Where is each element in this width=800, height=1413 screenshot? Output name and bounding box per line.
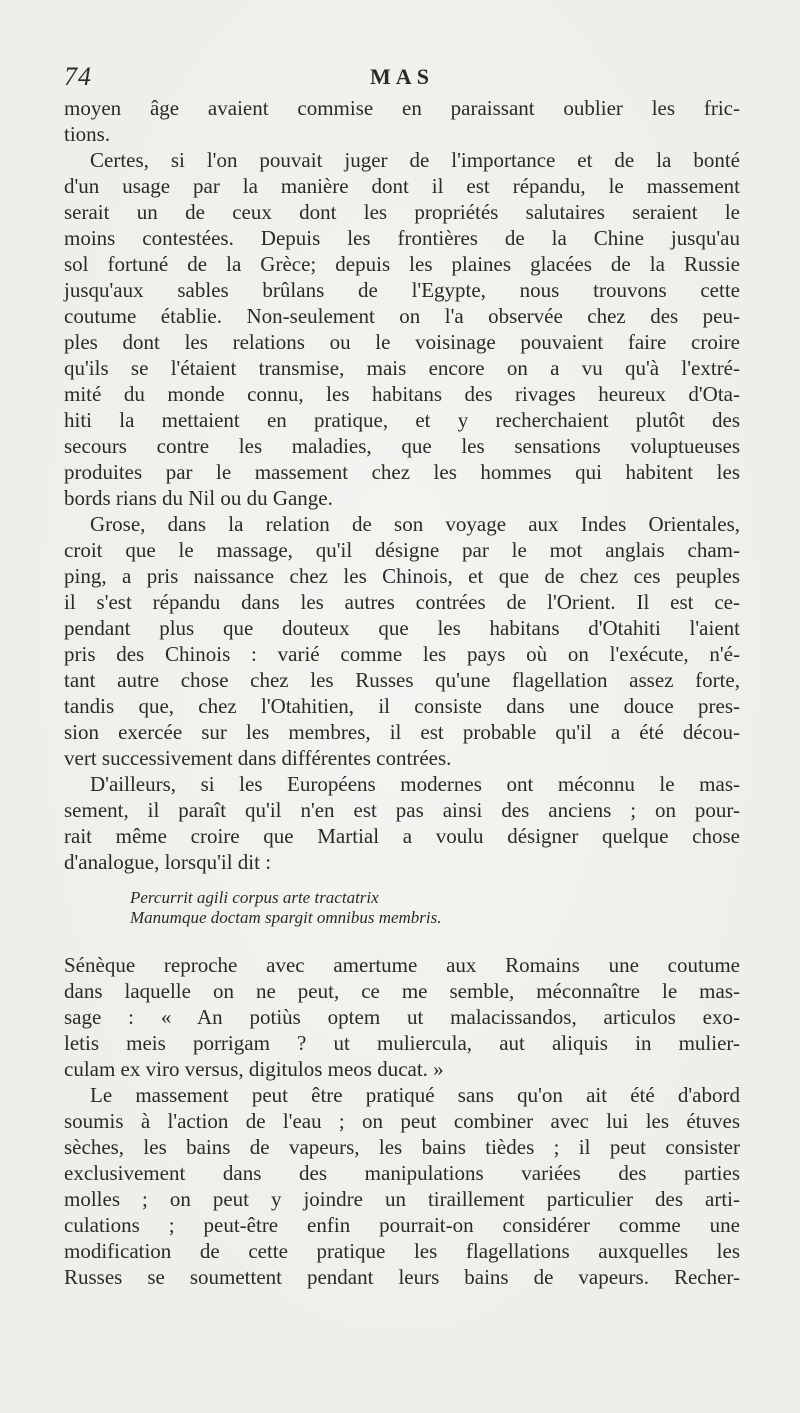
text-line: dans laquelle on ne peut, ce me semble, méconnaître le mas- bbox=[64, 979, 740, 1003]
text-line: Sénèque reproche avec amertume aux Romains une coutume bbox=[64, 953, 740, 977]
text-line: sement, il paraît qu'il n'en est pas ainsi des anciens ; on pour- bbox=[64, 798, 740, 822]
text-line: tandis que, chez l'Otahitien, il consiste dans une douce pres- bbox=[64, 694, 740, 718]
text-line: D'ailleurs, si les Européens modernes ont méconnu le mas- bbox=[90, 772, 740, 796]
text-line: bords rians du Nil ou du Gange. bbox=[64, 486, 333, 510]
text-line: sèches, les bains de vapeurs, les bains tièdes ; il peut consister bbox=[64, 1135, 740, 1159]
text-line: ples dont les relations ou le voisinage pouvaient faire croire bbox=[64, 330, 740, 354]
page-number: 74 bbox=[64, 62, 92, 91]
text-line: moyen âge avaient commise en paraissant oublier les fric- bbox=[64, 96, 740, 120]
text-line: Certes, si l'on pouvait juger de l'importance et de la bonté bbox=[90, 148, 740, 172]
body-text-lower bbox=[64, 952, 740, 1290]
text-line: pris des Chinois : varié comme les pays où on l'exécute, n'é- bbox=[64, 642, 740, 666]
text-line: sage : « An potiùs optem ut malacissandos, articulos exo- bbox=[64, 1005, 740, 1029]
verse-line: Manumque doctam spargit omnibus membris. bbox=[130, 908, 442, 927]
text-line: culam ex viro versus, digitulos meos ducat. » bbox=[64, 1057, 444, 1081]
text-line: culations ; peut-être enfin pourrait-on considérer comme une bbox=[64, 1213, 740, 1237]
text-line: il s'est répandu dans les autres contrées de l'Orient. Il est ce- bbox=[64, 590, 740, 614]
text-line: moins contestées. Depuis les frontières de la Chine jusqu'au bbox=[64, 226, 740, 250]
text-line: serait un de ceux dont les propriétés salutaires seraient le bbox=[64, 200, 740, 224]
text-line: sol fortuné de la Grèce; depuis les plaines glacées de la Russie bbox=[64, 252, 740, 276]
text-line: sion exercée sur les membres, il est probable qu'il a été décou- bbox=[64, 720, 740, 744]
text-line: Grose, dans la relation de son voyage aux Indes Orientales, bbox=[90, 512, 740, 536]
text-line: letis meis porrigam ? ut muliercula, aut aliquis in mulier- bbox=[64, 1031, 740, 1055]
text-line: molles ; on peut y joindre un tiraillement particulier des arti- bbox=[64, 1187, 740, 1211]
text-line: soumis à l'action de l'eau ; on peut combiner avec lui les étuves bbox=[64, 1109, 740, 1133]
text-line: qu'ils se l'étaient transmise, mais encore on a vu qu'à l'extré- bbox=[64, 356, 740, 380]
text-line: ping, a pris naissance chez les Chinois, et que de chez ces peuples bbox=[64, 564, 740, 588]
text-line: d'un usage par la manière dont il est répandu, le massement bbox=[64, 174, 740, 198]
text-line: pendant plus que douteux que les habitans d'Otahiti l'aient bbox=[64, 616, 740, 640]
text-line: croit que le massage, qu'il désigne par le mot anglais cham- bbox=[64, 538, 740, 562]
verse-line: Percurrit agili corpus arte tractatrix bbox=[130, 888, 379, 907]
text-line: Russes se soumettent pendant leurs bains de vapeurs. Recher- bbox=[64, 1265, 740, 1289]
text-line: hiti la mettaient en pratique, et y recherchaient plutôt des bbox=[64, 408, 740, 432]
page-header bbox=[64, 62, 740, 94]
text-line: exclusivement dans des manipulations variées des parties bbox=[64, 1161, 740, 1185]
text-line: Le massement peut être pratiqué sans qu'on ait été d'abord bbox=[90, 1083, 740, 1107]
text-line: mité du monde connu, les habitans des rivages heureux d'Ota- bbox=[64, 382, 740, 406]
text-line: rait même croire que Martial a voulu désigner quelque chose bbox=[64, 824, 740, 848]
text-line: jusqu'aux sables brûlans de l'Egypte, nous trouvons cette bbox=[64, 278, 740, 302]
text-line: modification de cette pratique les flagellations auxquelles les bbox=[64, 1239, 740, 1263]
text-line: secours contre les maladies, que les sensations voluptueuses bbox=[64, 434, 740, 458]
running-head: MAS bbox=[370, 64, 434, 89]
text-line: coutume établie. Non-seulement on l'a observée chez des peu- bbox=[64, 304, 740, 328]
text-line: produites par le massement chez les hommes qui habitent les bbox=[64, 460, 740, 484]
body-text-upper bbox=[64, 95, 740, 875]
latin-verse-quote bbox=[130, 888, 690, 928]
text-line: tant autre chose chez les Russes qu'une flagellation assez forte, bbox=[64, 668, 740, 692]
text-line: d'analogue, lorsqu'il dit : bbox=[64, 850, 272, 874]
text-line: vert successivement dans différentes contrées. bbox=[64, 746, 452, 770]
text-line: tions. bbox=[64, 122, 111, 146]
